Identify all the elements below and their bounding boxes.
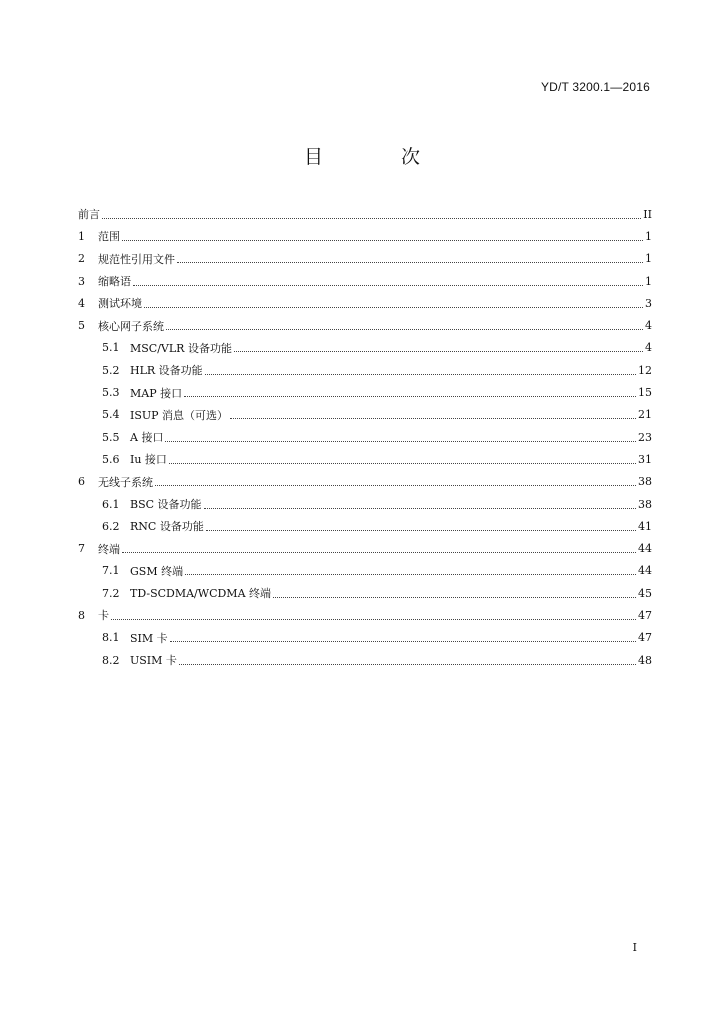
toc-entry-page: 12 xyxy=(638,363,652,377)
toc-entry-page: 3 xyxy=(645,296,652,310)
toc-entry-label: USIM 卡 xyxy=(130,654,177,668)
toc-entry-page: 1 xyxy=(645,229,652,243)
toc-entry[interactable] xyxy=(78,604,652,626)
toc-entry-number: 8 xyxy=(78,608,85,622)
toc-entry-number: 2 xyxy=(78,252,85,266)
dot-leader xyxy=(155,485,636,486)
toc-entry[interactable] xyxy=(78,493,652,515)
toc-entry[interactable] xyxy=(78,203,652,225)
dot-leader xyxy=(177,262,643,263)
toc-entry[interactable] xyxy=(78,627,652,649)
dot-leader xyxy=(185,574,636,575)
toc-entry-page: 38 xyxy=(638,475,652,489)
toc-entry-number: 5.5 xyxy=(102,430,120,444)
toc-entry-page: 1 xyxy=(645,274,652,288)
toc-entry[interactable] xyxy=(78,649,652,671)
toc-entry-page: 15 xyxy=(638,386,652,400)
toc-entry-number: 5.3 xyxy=(102,386,120,400)
toc-entry-label: MAP 接口 xyxy=(130,386,183,400)
toc-entry-number: 8.1 xyxy=(102,631,120,645)
toc-entry-number: 7.2 xyxy=(102,586,120,600)
toc-entry-page: 48 xyxy=(638,653,652,667)
toc-entry-label: 规范性引用文件 xyxy=(98,252,175,266)
dot-leader xyxy=(170,641,636,642)
table-of-contents xyxy=(78,203,652,671)
dot-leader xyxy=(102,218,641,219)
dot-leader xyxy=(144,307,643,308)
page-title: 目 次 xyxy=(303,146,457,168)
toc-entry-page: 38 xyxy=(638,497,652,511)
toc-entry-label: GSM 终端 xyxy=(130,564,184,578)
toc-entry-label: 无线子系统 xyxy=(98,475,153,489)
toc-entry-label: 前言 xyxy=(78,208,100,222)
toc-entry-label: RNC 设备功能 xyxy=(130,520,204,534)
dot-leader xyxy=(111,619,636,620)
toc-entry-label: Iu 接口 xyxy=(130,453,167,467)
toc-entry-number: 5.1 xyxy=(102,341,120,355)
toc-entry-page: II xyxy=(643,207,652,221)
dot-leader xyxy=(122,552,636,553)
dot-leader xyxy=(166,329,643,330)
toc-entry-number: 5.6 xyxy=(102,452,120,466)
standard-code: YD/T 3200.1—2016 xyxy=(540,80,650,94)
toc-entry-number: 5.4 xyxy=(102,408,120,422)
toc-entry[interactable] xyxy=(78,537,652,559)
toc-entry[interactable] xyxy=(78,337,652,359)
dot-leader xyxy=(184,396,636,397)
toc-entry-label: 卡 xyxy=(98,609,109,623)
toc-entry-number: 6.2 xyxy=(102,519,120,533)
dot-leader xyxy=(179,664,636,665)
toc-entry-number: 6.1 xyxy=(102,497,120,511)
toc-entry-page: 44 xyxy=(638,542,652,556)
toc-entry-number: 8.2 xyxy=(102,653,120,667)
toc-entry-label: 测试环境 xyxy=(98,297,142,311)
dot-leader xyxy=(122,240,643,241)
toc-entry-page: 41 xyxy=(638,519,652,533)
toc-entry-page: 1 xyxy=(645,252,652,266)
toc-entry-label: TD-SCDMA/WCDMA 终端 xyxy=(130,587,272,601)
toc-entry-number: 1 xyxy=(78,229,85,243)
toc-entry-page: 4 xyxy=(645,341,652,355)
dot-leader xyxy=(206,530,636,531)
toc-entry-page: 21 xyxy=(638,408,652,422)
toc-entry-number: 4 xyxy=(78,296,85,310)
toc-entry[interactable] xyxy=(78,515,652,537)
toc-entry[interactable] xyxy=(78,359,652,381)
dot-leader xyxy=(234,351,643,352)
dot-leader xyxy=(165,441,636,442)
toc-entry[interactable] xyxy=(78,248,652,270)
toc-entry-number: 7 xyxy=(78,542,85,556)
toc-entry[interactable] xyxy=(78,381,652,403)
toc-entry[interactable] xyxy=(78,404,652,426)
dot-leader xyxy=(204,508,636,509)
toc-entry[interactable] xyxy=(78,225,652,247)
toc-entry-label: SIM 卡 xyxy=(130,631,168,645)
toc-entry[interactable] xyxy=(78,270,652,292)
toc-entry-page: 4 xyxy=(645,319,652,333)
toc-entry-number: 5.2 xyxy=(102,363,120,377)
toc-entry-page: 31 xyxy=(638,452,652,466)
toc-entry[interactable] xyxy=(78,471,652,493)
toc-entry-page: 23 xyxy=(638,430,652,444)
toc-entry-label: HLR 设备功能 xyxy=(130,364,203,378)
toc-entry-label: MSC/VLR 设备功能 xyxy=(130,341,232,355)
toc-entry-label: 终端 xyxy=(98,542,120,556)
toc-entry-label: 缩略语 xyxy=(98,275,131,289)
dot-leader xyxy=(273,597,636,598)
toc-entry-label: ISUP 消息（可选） xyxy=(130,408,229,422)
toc-entry-number: 6 xyxy=(78,475,85,489)
dot-leader xyxy=(205,374,636,375)
toc-entry-page: 45 xyxy=(638,586,652,600)
toc-entry[interactable] xyxy=(78,426,652,448)
toc-entry-label: 核心网子系统 xyxy=(98,319,164,333)
toc-entry-number: 5 xyxy=(78,319,85,333)
dot-leader xyxy=(169,463,636,464)
toc-entry-number: 7.1 xyxy=(102,564,120,578)
toc-entry-page: 47 xyxy=(638,631,652,645)
toc-entry-label: A 接口 xyxy=(130,431,164,445)
page-number: I xyxy=(632,941,637,954)
toc-entry[interactable] xyxy=(78,448,652,470)
toc-entry-page: 47 xyxy=(638,608,652,622)
toc-entry[interactable] xyxy=(78,582,652,604)
toc-entry[interactable] xyxy=(78,314,652,336)
dot-leader xyxy=(133,285,643,286)
dot-leader xyxy=(230,418,636,419)
toc-entry-number: 3 xyxy=(78,274,85,288)
toc-entry-label: 范围 xyxy=(98,230,120,244)
toc-entry[interactable] xyxy=(78,292,652,314)
toc-entry-label: BSC 设备功能 xyxy=(130,498,202,511)
toc-entry[interactable] xyxy=(78,560,652,582)
toc-entry-page: 44 xyxy=(638,564,652,578)
